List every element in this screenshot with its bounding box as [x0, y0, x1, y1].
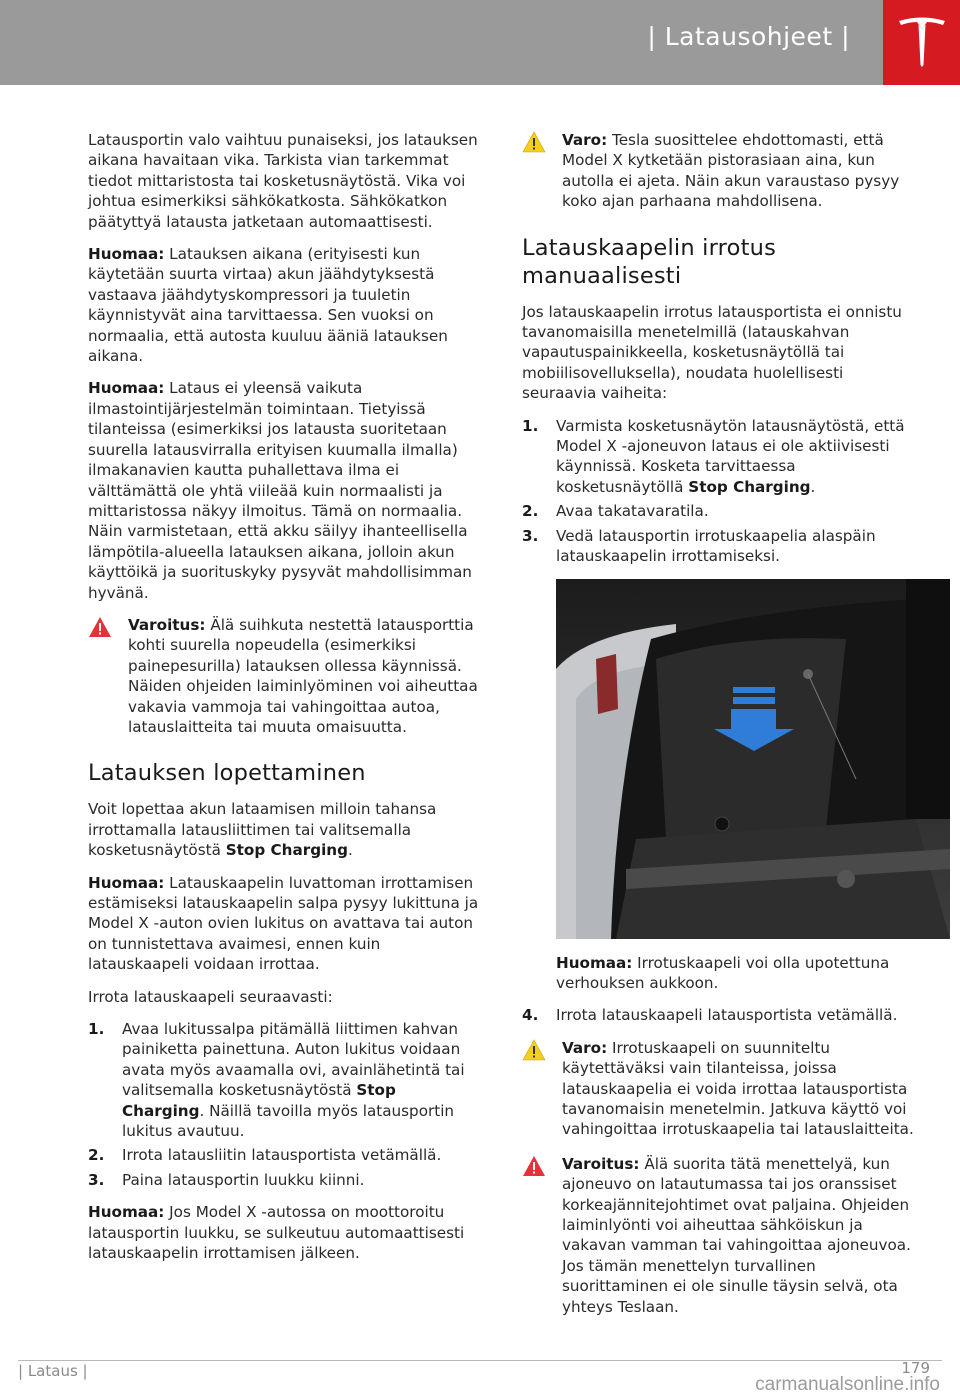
note-label: Huomaa: — [88, 1203, 165, 1222]
section-heading: Latauksen lopettaminen — [88, 760, 366, 787]
image-note — [522, 953, 918, 994]
paragraph: Irrota latauskaapeli seuraavasti: — [88, 987, 333, 1006]
warning-label: Varoitus: — [128, 615, 206, 634]
note — [88, 1202, 482, 1263]
warning-callout — [522, 1154, 918, 1317]
note-text: Latauskaapelin luvattoman irrottamisen estämiseksi latauskaapelin salpa pysyy lukittuna ja Model X -auton ovien lukitus on avattava tai auton on tunnistettava avaimesi, ennen kuin latauskaapeli voidaan irrottaa. — [88, 873, 479, 974]
warning-icon — [88, 616, 112, 638]
caution-icon — [522, 131, 546, 153]
right-column — [522, 130, 918, 1331]
note-text: Lataus ei yleensä vaikuta ilmastointijärjestelmän toimintaan. Tietyissä tilanteissa (esimerkiksi jos latausta suoritetaan suurella latausvirralla erityisen kuumalla ilmalla) ilmakanavien kautta puhallettava ilma ei välttämättä ole yhtä viileää kuin normaalisti ja mittaristossa näkyy ilmoitus. Tämä on normaalia. Näin varmistetaan, että akku säilyy ihanteellisella lämpötila-alueella latauksen aikana, jolloin akun käyttöikä ja suorituskyky pysyvät mahdollisimman hyvänä. — [88, 379, 472, 602]
note-text: Latauksen aikana (erityisesti kun käytetään suurta virtaa) akun jäähdytyksestä vastaava jäähdytyskompressori ja tuuletin käynnistyvät aina tarvittaessa. Sen vuoksi on normaalia, että autosta kuuluu ääniä latauksen aikana. — [88, 245, 448, 366]
trunk-release-cable-photo — [556, 579, 950, 939]
ui-label: Stop Charging — [122, 1081, 396, 1120]
caution-text: Irrotuskaapeli on suunniteltu käytettäväksi vain tilanteissa, joissa latauskaapelia ei voida irrottaa latausportista tavanomaisin menetelmin. Jatkuva käyttö voi vahingoittaa irrotuskaapelia tai latauslaitteita. — [562, 1038, 914, 1139]
list-item: 2. Irrota latausliitin latausportista vetämällä. — [88, 1146, 442, 1165]
warning-icon — [522, 1155, 546, 1177]
note-label: Huomaa: — [88, 873, 165, 892]
section-heading: Latauskaapelin irrotus manuaalisesti — [522, 234, 776, 289]
page-number: 179 — [901, 1359, 930, 1377]
caution-callout — [522, 1038, 918, 1140]
warning-text: Älä suorita tätä menettelyä, kun ajoneuvo on latautumassa tai jos oranssiset korkeajännitejohtimet ovat paljaina. Ohjeiden laiminlyönti voi aiheuttaa sähköiskun ja vakavan vamman tai vahingoittaa ajoneuvoa. Jos tämän menettelyn turvallinen suorittaminen ei ole sinulle täysin selvä, ota yhteys Teslaan. — [562, 1154, 911, 1316]
paragraph: Jos latauskaapelin irrotus latausportista ei onnistu tavanomaisilla menetelmillä (latauskahvan vapautuspainikkeella, kosketusnäytöllä tai mobiilisovelluksella), noudata huolellisesti seuraavia vaiheita: — [522, 302, 902, 403]
list-item: 2. Avaa takatavaratila. — [522, 502, 709, 521]
note — [88, 244, 482, 366]
page-section-title: | Latausohjeet | — [647, 22, 850, 51]
note-text: Jos Model X -autossa on moottoroitu latausportin luukku, se sulkeutuu automaattisesti latauskaapelin irrottamisen jälkeen. — [88, 1203, 465, 1263]
steps-list — [88, 1019, 482, 1190]
note — [88, 873, 482, 975]
note-label: Huomaa: — [88, 379, 165, 398]
caution-label: Varo: — [562, 131, 608, 149]
brand-logo-box — [883, 0, 960, 85]
caution-callout — [522, 130, 918, 212]
ui-label: Stop Charging — [225, 841, 348, 860]
paragraph: Voit lopettaa akun lataamisen milloin tahansa irrottamalla latausliittimen tai valitsemalla kosketusnäytöstä Stop Charging. — [88, 800, 437, 860]
caution-label: Varo: — [562, 1038, 608, 1057]
watermark: carmanualsonline.info — [755, 1374, 940, 1395]
paragraph: Latausportin valo vaihtuu punaiseksi, jos latauksen aikana havaitaan vika. Tarkista vian tarkemmat tiedot mittaristosta tai kosketusnäytöstä. Vika voi johtua esimerkiksi sähkökatkosta. Sähkökatkon päätyttyä latausta jatketaan automaattisesti. — [88, 131, 478, 231]
note-label: Huomaa: — [88, 245, 165, 264]
list-item: 4. Irrota latauskaapeli latausportista vetämällä. — [522, 1006, 898, 1025]
list-item: 3. Vedä latausportin irrotuskaapelia alaspäin latauskaapelin irrottamiseksi. — [522, 526, 876, 566]
note-label: Huomaa: — [556, 953, 633, 972]
steps-list — [522, 416, 918, 567]
caution-text: Tesla suosittelee ehdottomasti, että Model X kytketään pistorasiaan aina, kun autolla ei ajeta. Näin akun varaustaso pysyy koko ajan parhaana mahdollisena. — [562, 131, 900, 211]
tesla-logo-icon — [897, 15, 947, 67]
list-item: 1. Varmista kosketusnäytön latausnäytöstä, että Model X -ajoneuvon lataus ei ole aktiivisesti käynnissä. Kosketa tarvittaessa kosketusnäytöllä Stop Charging. — [522, 416, 905, 496]
warning-text: Älä suihkuta nestettä latausporttia kohti suurella nopeudella (esimerkiksi painepesurilla) latauksen ollessa käynnissä. Näiden ohjeiden laiminlyöminen voi aiheuttaa vakavia vammoja tai vahingoittaa autoa, latauslaitteita tai muuta omaisuutta. — [128, 615, 478, 736]
caution-icon — [522, 1039, 546, 1061]
steps-list — [522, 1005, 918, 1025]
footer-section-label: | Lataus | — [18, 1362, 88, 1380]
warning-callout — [88, 615, 482, 737]
footer-divider — [18, 1360, 942, 1361]
note-text: Irrotuskaapeli voi olla upotettuna verhouksen aukkoon. — [556, 953, 890, 992]
list-item: 3. Paina latausportin luukku kiinni. — [88, 1170, 365, 1189]
ui-label: Stop Charging — [688, 477, 811, 496]
warning-label: Varoitus: — [562, 1154, 640, 1173]
note — [88, 378, 482, 602]
left-column — [88, 130, 482, 1276]
list-item: 1. Avaa lukitussalpa pitämällä liittimen kahvan painiketta painettuna. Auton lukitus voidaan avata myös avaamalla ovi, avainlähetintä tai valitsemalla kosketusnäytöstä Stop Charging. Näillä tavoilla myös latausportin lukitus avautuu. — [88, 1020, 465, 1141]
